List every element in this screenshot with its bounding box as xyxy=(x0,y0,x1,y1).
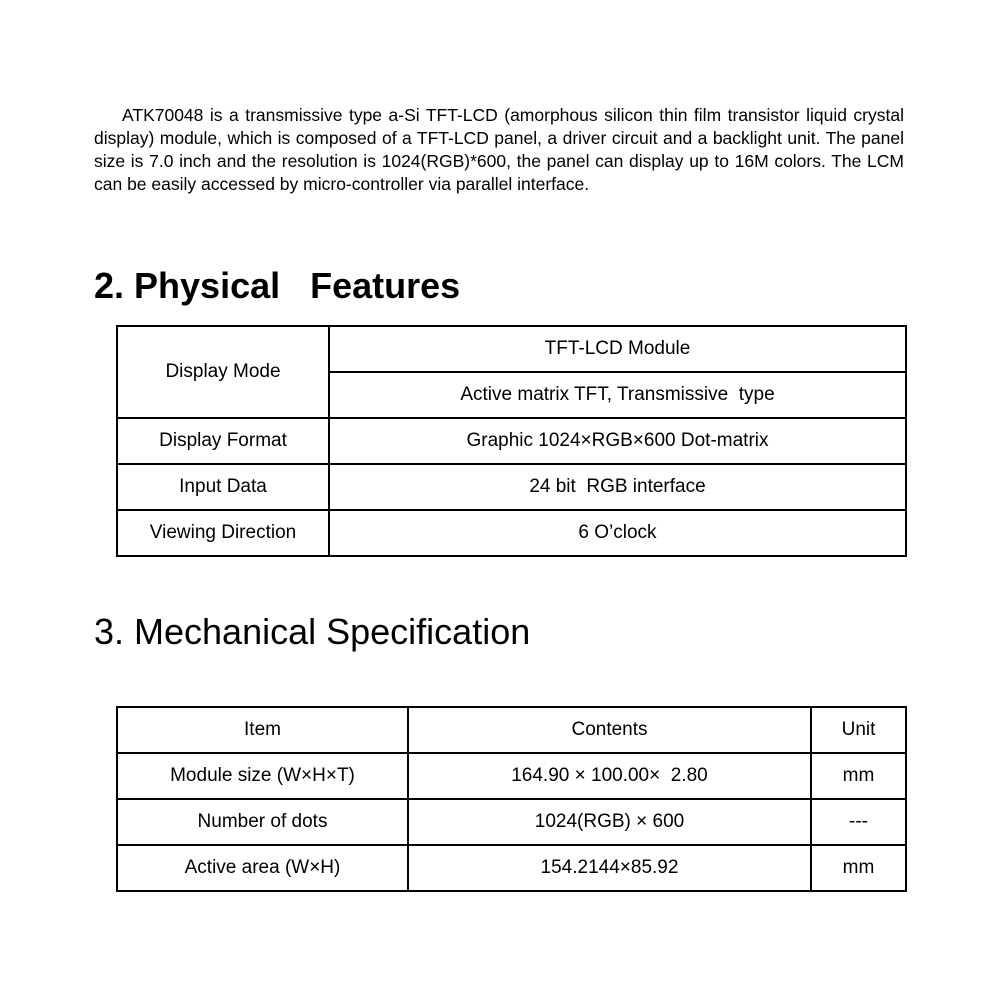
table-cell-unit: mm xyxy=(811,753,906,799)
table-cell-item: Number of dots xyxy=(117,799,408,845)
section-title-physical-features: 2. Physical Features xyxy=(94,265,461,306)
table-cell-value: Active matrix TFT, Transmissive type xyxy=(329,372,906,418)
table-cell-label: Input Data xyxy=(117,464,329,510)
table-row xyxy=(117,326,906,372)
table-cell-value: Graphic 1024×RGB×600 Dot-matrix xyxy=(329,418,906,464)
table-cell-label: Display Mode xyxy=(117,326,329,418)
table-cell-value: TFT-LCD Module xyxy=(329,326,906,372)
table-cell-value: 24 bit RGB interface xyxy=(329,464,906,510)
intro-text: ATK70048 is a transmissive type a-Si TFT-LCD (amorphous silicon thin film transistor liquid crystal display) module, which is composed of a TFT-LCD panel, a driver circuit and a backlight unit. The panel size is 7.0 inch and the resolution is 1024(RGB)*600, the panel can display up to 16M colors. The LCM can be easily accessed by micro-controller via parallel interface. xyxy=(94,105,904,194)
table-row xyxy=(117,464,906,510)
table-cell-label: Viewing Direction xyxy=(117,510,329,556)
table-cell-contents: 154.2144×85.92 xyxy=(408,845,811,891)
table-row xyxy=(117,510,906,556)
intro-paragraph xyxy=(94,104,904,196)
column-header-item: Item xyxy=(117,707,408,753)
table-cell-item: Active area (W×H) xyxy=(117,845,408,891)
table-row xyxy=(117,418,906,464)
table-header-row xyxy=(117,707,906,753)
mechanical-spec-table xyxy=(116,706,907,892)
table-cell-unit: --- xyxy=(811,799,906,845)
table-cell-unit: mm xyxy=(811,845,906,891)
table-row xyxy=(117,845,906,891)
table-cell-item: Module size (W×H×T) xyxy=(117,753,408,799)
table-cell-label: Display Format xyxy=(117,418,329,464)
table-cell-contents: 164.90 × 100.00× 2.80 xyxy=(408,753,811,799)
table-row xyxy=(117,753,906,799)
physical-features-table xyxy=(116,325,907,557)
table-row xyxy=(117,799,906,845)
column-header-contents: Contents xyxy=(408,707,811,753)
section-title-mechanical-specification: 3. Mechanical Specification xyxy=(94,611,531,652)
table-cell-value: 6 O’clock xyxy=(329,510,906,556)
table-cell-contents: 1024(RGB) × 600 xyxy=(408,799,811,845)
column-header-unit: Unit xyxy=(811,707,906,753)
